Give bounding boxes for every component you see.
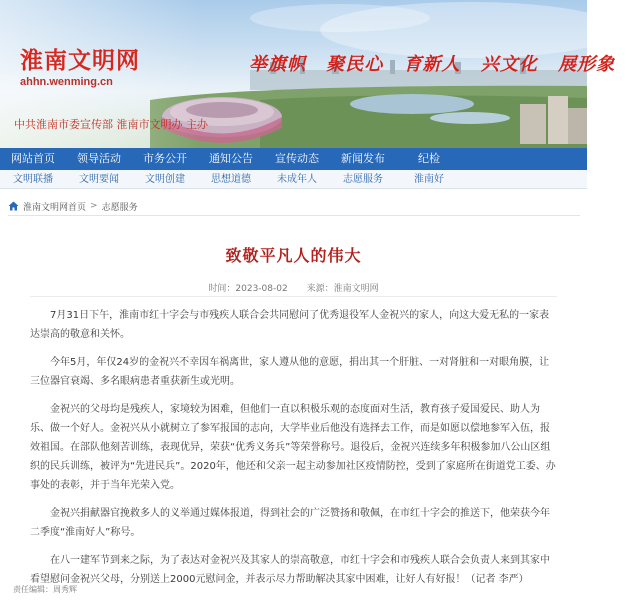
- article-paragraph: 金祝兴的父母均是残疾人，家境较为困难，但他们一直以积极乐观的态度面对生活，教育孩子爱国爱民、助人为乐、做一个好人。金祝兴从小就树立了参军报国的志向，大学毕业后他没有选择去工作，而是如愿以偿地参军入伍，报效祖国。在部队他刻苦训练，表现优异，荣获“优秀义务兵”等荣誉称号。退役后，金祝兴连续多年积极参加八公山区组织的民兵训练，被评为“先进民兵”。2020年，他还和父亲一起主动参加社区疫情防控，受到了家庭所在街道党工委、办事处的表彰，并于当年光荣入党。: [30, 404, 556, 491]
- breadcrumb-home-link[interactable]: 淮南文明网首页: [23, 202, 87, 213]
- slogan-item: 聚民心: [326, 54, 384, 75]
- divider: [30, 296, 557, 297]
- nav-item-publicity[interactable]: 宣传动态: [275, 152, 319, 165]
- secondary-nav: [0, 170, 587, 189]
- breadcrumb: [8, 198, 580, 214]
- slogan-item: 举旗帜: [249, 54, 306, 75]
- sponsor-text: 中共淮南市委宣传部 淮南市文明办 主办: [14, 118, 208, 131]
- article-date: 时间：2023-08-02: [208, 284, 288, 294]
- responsible-editor: 责任编辑：周秀辉: [13, 585, 77, 594]
- nav-item-morality[interactable]: 思想道德: [211, 174, 251, 185]
- nav-item-discipline[interactable]: 纪检: [418, 152, 440, 165]
- article-title: 致敬平凡人的伟大: [225, 246, 362, 265]
- nav-item-minors[interactable]: 未成年人: [277, 174, 317, 185]
- slogan-item: 育新人: [403, 54, 461, 75]
- primary-nav: [0, 148, 587, 170]
- article-source: 来源：淮南文明网: [306, 284, 379, 294]
- slogan-item: 展形象: [558, 54, 616, 75]
- divider: [8, 215, 580, 216]
- site-domain: ahhn.wenming.cn: [20, 76, 113, 88]
- article-paragraph: 今年5月，年仅24岁的金祝兴不幸因车祸离世，家人遵从他的意愿，捐出其一个肝脏、一对肾脏和一对眼角膜，让三位器官衰竭、多名眼病患者重获新生或光明。: [30, 357, 550, 387]
- nav-item-press[interactable]: 新闻发布: [341, 152, 385, 165]
- nav-item-home[interactable]: 网站首页: [11, 152, 55, 165]
- nav-item-public-affairs[interactable]: 市务公开: [143, 152, 187, 165]
- home-icon: [8, 201, 19, 211]
- breadcrumb-section-link[interactable]: 志愿服务: [101, 202, 138, 213]
- site-logo[interactable]: 淮南文明网: [20, 47, 140, 74]
- article-paragraph: 金祝兴捐献器官挽救多人的义举通过媒体报道，得到社会的广泛赞扬和敬佩，在市红十字会的推送下，他荣获今年二季度“淮南好人”称号。: [30, 508, 550, 538]
- article-meta: [0, 281, 587, 294]
- nav-item-good-people[interactable]: 淮南好: [414, 174, 444, 185]
- nav-item-civil-news[interactable]: 文明要闻: [79, 174, 119, 185]
- slogan: [249, 50, 628, 76]
- breadcrumb-separator: >: [90, 201, 98, 211]
- site-banner: [0, 0, 616, 148]
- nav-item-civil-broadcast[interactable]: 文明联播: [13, 174, 53, 185]
- article-paragraph: 7月31日下午，淮南市红十字会与市残疾人联合会共同慰问了优秀退役军人金祝兴的家人，向这大爱无私的一家表达崇高的敬意和关怀。: [30, 310, 550, 340]
- nav-item-leaders[interactable]: 领导活动: [77, 152, 121, 165]
- article-body: [30, 306, 557, 598]
- nav-item-notices[interactable]: 通知公告: [209, 152, 253, 165]
- nav-item-civil-creation[interactable]: 文明创建: [145, 174, 185, 185]
- slogan-item: 兴文化: [480, 54, 538, 75]
- nav-item-volunteer[interactable]: 志愿服务: [343, 174, 383, 185]
- article-paragraph: 在八一建军节到来之际，为了表达对金祝兴及其家人的崇高敬意，市红十字会和市残疾人联合会负责人来到其家中看望慰问金祝兴父母，分别送上2000元慰问金，并表示尽力帮助解决其家中困难，让好人有好报！（记者 李严）: [30, 555, 550, 585]
